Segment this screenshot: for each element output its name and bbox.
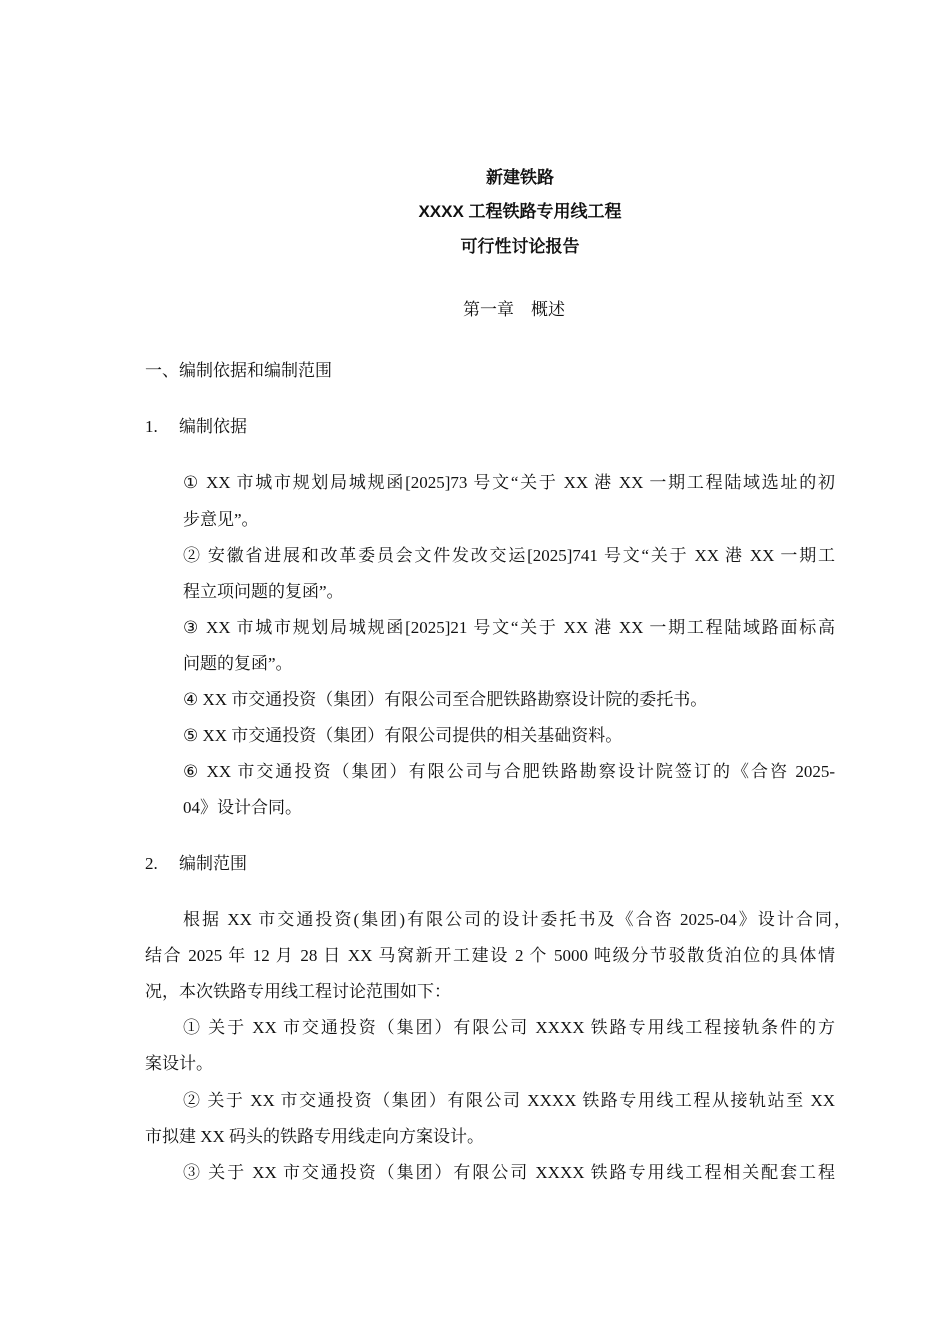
scope-line: 况，本次铁路专用线工程讨论范围如下： <box>145 982 451 1001</box>
subsection-number: 2. <box>145 854 158 873</box>
scope-line: ② 关于 XX 市交通投资（集团）有限公司 XXXX 铁路专用线工程从接轨站至 XX <box>183 1091 835 1110</box>
scope-line: 市拟建 XX 码头的铁路专用线走向方案设计。 <box>145 1127 485 1146</box>
basis-line: ⑥ XX 市交通投资（集团）有限公司与合肥铁路勘察设计院签订的《合咨 2025- <box>183 762 835 781</box>
basis-line: 程立项问题的复函”。 <box>183 582 344 601</box>
subsection-number: 1. <box>145 417 158 436</box>
scope-line: 根据 XX 市交通投资(集团)有限公司的设计委托书及《合咨 2025-04》设计合同， <box>183 910 851 929</box>
basis-line: ④ XX 市交通投资（集团）有限公司至合肥铁路勘察设计院的委托书。 <box>183 690 708 709</box>
subsection-label: 编制依据 <box>179 417 247 436</box>
basis-line: ① XX 市城市规划局城规函[2025]73 号文“关于 XX 港 XX 一期工程陆域选址的初 <box>183 473 835 492</box>
title-line-1: 新建铁路 <box>486 168 554 187</box>
scope-line: ③ 关于 XX 市交通投资（集团）有限公司 XXXX 铁路专用线工程相关配套工程 <box>183 1163 835 1182</box>
subsection-label: 编制范围 <box>179 854 247 873</box>
basis-line: ⑤ XX 市交通投资（集团）有限公司提供的相关基础资料。 <box>183 726 623 745</box>
title-line-3: 可行性讨论报告 <box>460 237 580 256</box>
basis-line: ③ XX 市城市规划局城规函[2025]21 号文“关于 XX 港 XX 一期工程陆域路面标高 <box>183 618 835 637</box>
subsection-basis <box>145 416 247 438</box>
chapter-heading: 第一章 概述 <box>463 300 565 319</box>
scope-line: 案设计。 <box>145 1054 213 1073</box>
title-line-2: XXXX 工程铁路专用线工程 <box>418 202 622 221</box>
basis-line: 步意见”。 <box>183 510 259 529</box>
subsection-scope <box>145 853 247 875</box>
basis-line: 04》设计合同。 <box>183 798 302 817</box>
scope-line: 结合 2025 年 12 月 28 日 XX 马窝新开工建设 2 个 5000 吨级分节驳散货泊位的具体情 <box>145 946 835 965</box>
basis-line: 问题的复函”。 <box>183 654 293 673</box>
scope-line: ① 关于 XX 市交通投资（集团）有限公司 XXXX 铁路专用线工程接轨条件的方 <box>183 1018 835 1037</box>
basis-line: ② 安徽省进展和改革委员会文件发改交运[2025]741 号文“关于 XX 港 XX 一期工 <box>183 546 835 565</box>
section-heading: 一、编制依据和编制范围 <box>145 361 332 380</box>
